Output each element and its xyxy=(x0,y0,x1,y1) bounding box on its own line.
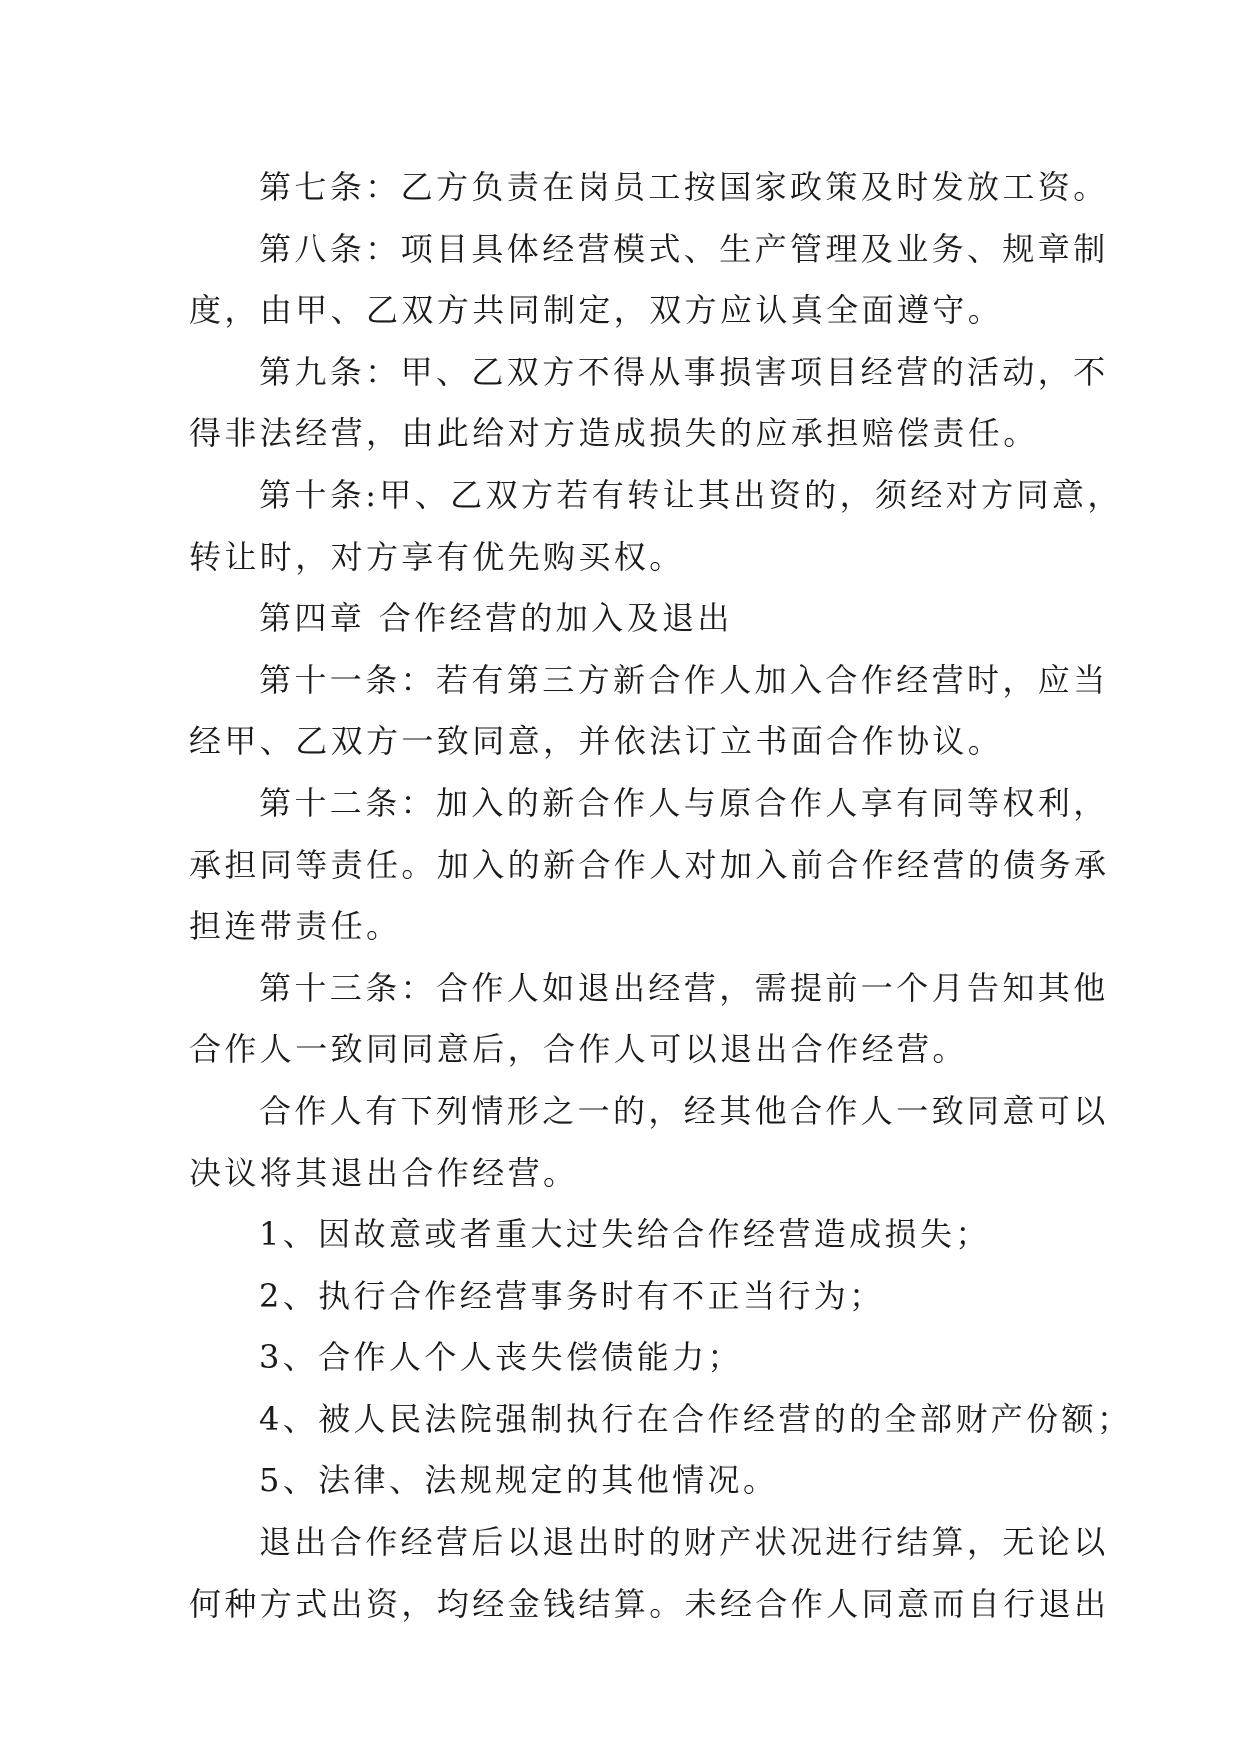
list-item-5 xyxy=(189,1450,1059,1512)
text-line: 3、合作人个人丧失偿债能力； xyxy=(259,1338,743,1377)
text-line: 第八条：项目具体经营模式、生产管理及业务、规章制 xyxy=(259,229,1109,268)
paragraph-settlement xyxy=(189,1512,1110,1635)
chapter-heading xyxy=(189,588,1059,650)
paragraph-withdrawal-conditions xyxy=(189,1081,1109,1204)
paragraph-article-8 xyxy=(189,219,1109,342)
list-item-2 xyxy=(189,1266,1059,1328)
paragraph-article-9 xyxy=(189,342,1109,465)
text-line: 第七条：乙方负责在岗员工按国家政策及时发放工资。 xyxy=(259,168,1109,206)
text-line: 5、法律、法规规定的其他情况。 xyxy=(259,1461,779,1500)
text-line: 担连带责任。 xyxy=(189,907,402,946)
text-line: 1、因故意或者重大过失给合作经营造成损失； xyxy=(259,1215,991,1254)
text-line: 何种方式出资，均经金钱结算。未经合作人同意而自行退出 xyxy=(189,1584,1110,1623)
text-line: 退出合作经营后以退出时的财产状况进行结算，无论以 xyxy=(259,1523,1109,1562)
text-line: 第九条：甲、乙双方不得从事损害项目经营的活动，不 xyxy=(259,352,1109,391)
paragraph-article-11 xyxy=(189,650,1109,773)
text-line: 第十三条：合作人如退出经营，需提前一个月告知其他 xyxy=(259,968,1109,1007)
text-line: 第十二条：加入的新合作人与原合作人享有同等权利， xyxy=(259,783,1109,822)
text-line: 合作人有下列情形之一的，经其他合作人一致同意可以 xyxy=(259,1091,1109,1130)
text-line: 决议将其退出合作经营。 xyxy=(189,1153,579,1192)
text-line: 经甲、乙双方一致同意，并依法订立书面合作协议。 xyxy=(189,722,1004,761)
text-line: 第四章 合作经营的加入及退出 xyxy=(259,599,733,638)
text-line: 4、被人民法院强制执行在合作经营的的全部财产份额； xyxy=(259,1399,1133,1438)
text-line: 承担同等责任。加入的新合作人对加入前合作经营的债务承 xyxy=(189,845,1110,884)
paragraph-article-10 xyxy=(189,465,1123,588)
paragraph-article-7 xyxy=(189,157,1109,219)
text-line: 第十一条：若有第三方新合作人加入合作经营时，应当 xyxy=(259,660,1109,699)
list-item-1 xyxy=(189,1204,1059,1266)
text-line: 转让时，对方享有优先购买权。 xyxy=(189,537,685,576)
text-line: 合作人一致同同意后，合作人可以退出合作经营。 xyxy=(189,1030,968,1069)
document-body xyxy=(189,157,1133,1635)
text-line: 度，由甲、乙双方共同制定，双方应认真全面遵守。 xyxy=(189,291,1004,330)
list-item-3 xyxy=(189,1327,1059,1389)
paragraph-article-13 xyxy=(189,958,1109,1081)
text-line: 第十条:甲、乙双方若有转让其出资的，须经对方同意， xyxy=(259,475,1123,514)
text-line: 2、执行合作经营事务时有不正当行为； xyxy=(259,1276,885,1315)
paragraph-article-12 xyxy=(189,773,1110,958)
text-line: 得非法经营，由此给对方造成损失的应承担赔偿责任。 xyxy=(189,414,1039,453)
list-item-4 xyxy=(189,1389,1133,1451)
